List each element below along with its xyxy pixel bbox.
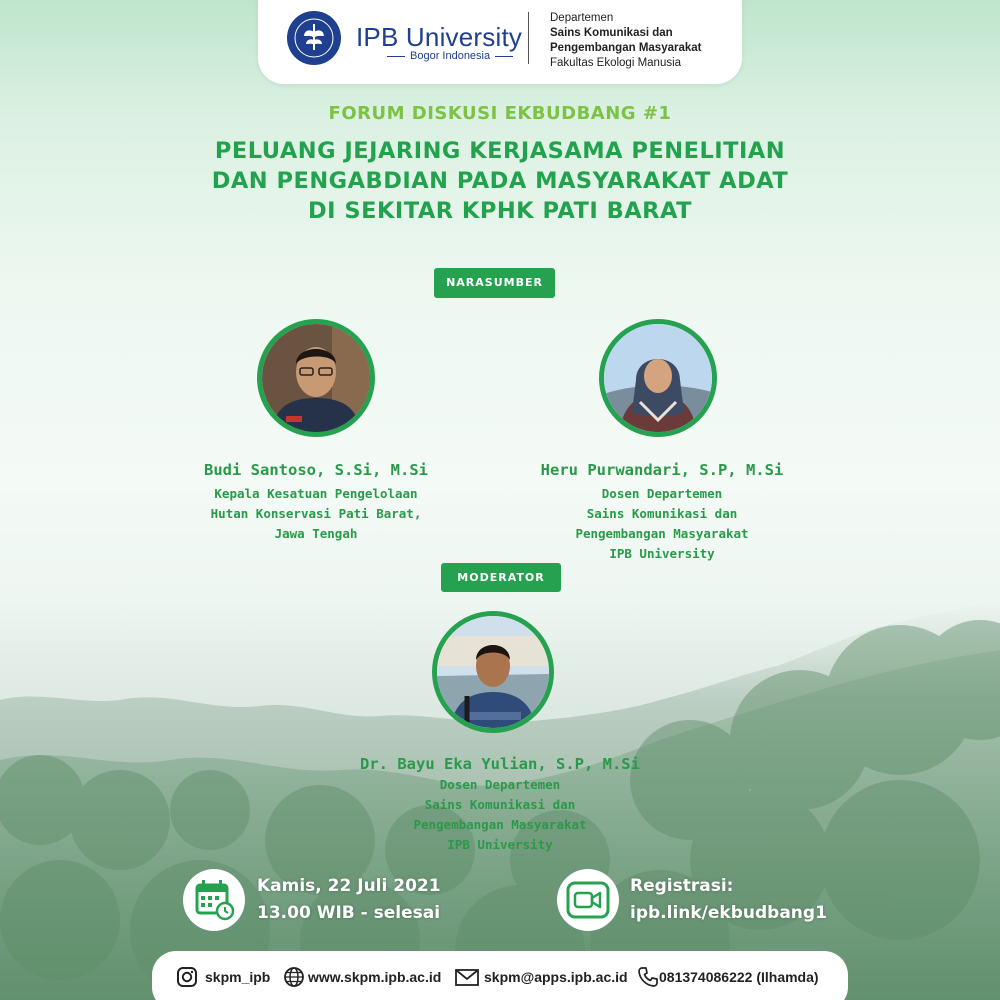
person-icon — [262, 324, 370, 432]
footer-phone[interactable]: 081374086222 (Ilhamda) — [659, 969, 819, 985]
moderator-role — [330, 775, 670, 855]
event-date: Kamis, 22 Juli 2021 — [257, 876, 441, 896]
ipb-logo-icon — [286, 10, 342, 66]
main-title-line: DI SEKITAR KPHK PATI BARAT — [307, 198, 692, 224]
registration-label: Registrasi: — [630, 876, 734, 896]
calendar-icon — [183, 869, 245, 931]
phone-icon — [637, 966, 659, 988]
speaker-1-role — [160, 484, 472, 544]
department-info — [550, 11, 701, 71]
speaker-2-avatar — [599, 319, 717, 437]
narasumber-badge: NARASUMBER — [434, 268, 555, 298]
header-card — [258, 0, 742, 84]
university-sub: Bogor Indonesia — [382, 50, 518, 62]
event-time: 13.00 WIB - selesai — [257, 903, 441, 923]
role-line: Dosen Departemen — [439, 777, 561, 792]
footer-email[interactable]: skpm@apps.ipb.ac.id — [484, 969, 628, 985]
role-line: Dosen Departemen — [601, 486, 723, 501]
person-icon — [437, 616, 549, 728]
speaker-2-name: Heru Purwandari, S.P, M.Si — [540, 461, 784, 479]
mail-icon — [454, 966, 480, 988]
instagram-icon — [176, 966, 198, 988]
main-title-line: DAN PENGABDIAN PADA MASYARAKAT ADAT — [211, 168, 789, 194]
globe-icon — [283, 966, 305, 988]
calendar-icon-circle — [183, 869, 245, 931]
dept-line: Fakultas Ekologi Manusia — [550, 57, 682, 69]
role-line: Pengembangan Masyarakat — [575, 526, 749, 541]
moderator-badge: MODERATOR — [441, 563, 561, 592]
main-title-line: PELUANG JEJARING KERJASAMA PENELITIAN — [214, 138, 786, 164]
footer-instagram[interactable]: skpm_ipb — [205, 969, 271, 985]
footer-website[interactable]: www.skpm.ipb.ac.id — [308, 969, 442, 985]
video-camera-icon — [557, 869, 619, 931]
role-line: IPB University — [609, 546, 715, 561]
role-line: Sains Komunikasi dan — [424, 797, 576, 812]
role-line: Pengembangan Masyarakat — [413, 817, 587, 832]
speaker-1-name: Budi Santoso, S.Si, M.Si — [204, 461, 428, 479]
event-datetime — [257, 873, 441, 927]
role-line: IPB University — [447, 837, 553, 852]
role-line: Jawa Tengah — [274, 526, 358, 541]
dept-line: Pengembangan Masyarakat — [550, 42, 702, 54]
speaker-2-role — [510, 484, 814, 564]
role-line: Hutan Konservasi Pati Barat, — [210, 506, 422, 521]
person-icon — [604, 324, 712, 432]
university-name: IPB University — [356, 22, 523, 52]
video-icon-circle — [557, 869, 619, 931]
dept-line: Departemen — [550, 12, 614, 24]
role-line: Sains Komunikasi dan — [586, 506, 738, 521]
header-divider — [528, 12, 529, 64]
moderator-avatar — [432, 611, 554, 733]
role-line: Kepala Kesatuan Pengelolaan — [214, 486, 418, 501]
registration-info — [630, 873, 827, 927]
registration-link[interactable]: ipb.link/ekbudbang1 — [630, 903, 827, 923]
dept-line: Sains Komunikasi dan — [550, 27, 673, 39]
forum-title: FORUM DISKUSI EKBUDBANG #1 — [328, 103, 672, 124]
speaker-1-avatar — [257, 319, 375, 437]
moderator-name: Dr. Bayu Eka Yulian, S.P, M.Si — [360, 755, 640, 773]
